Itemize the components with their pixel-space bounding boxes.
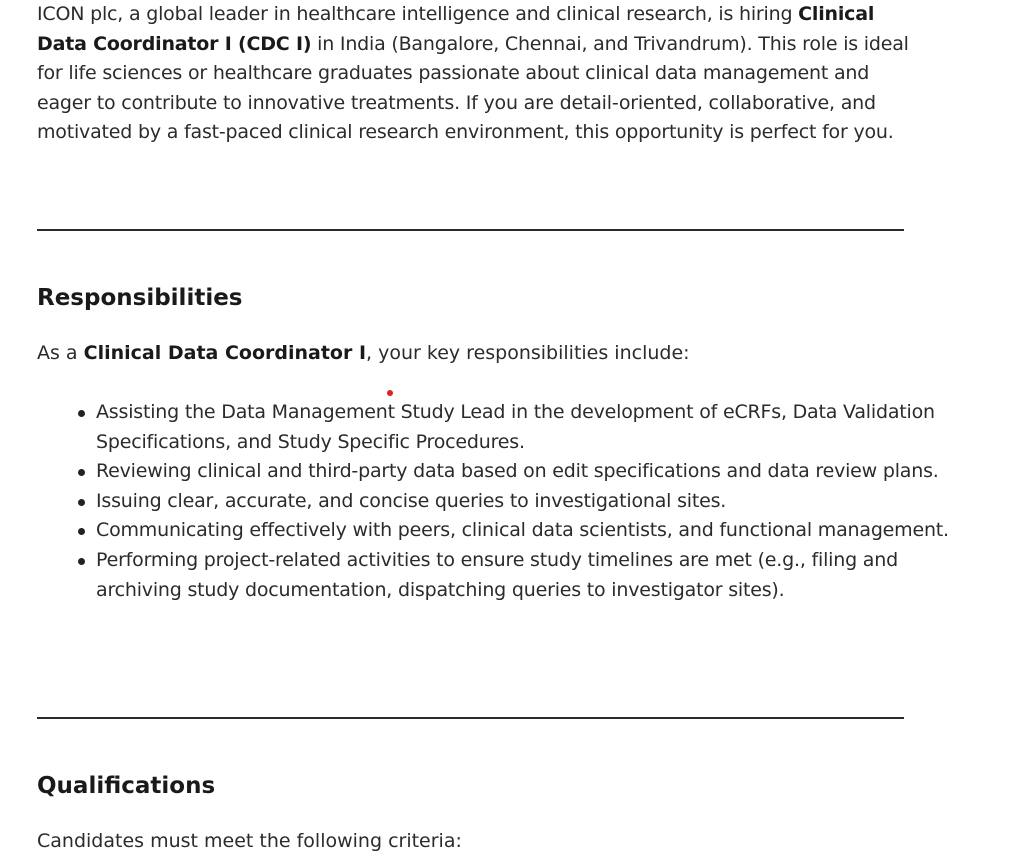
list-item: Performing project-related activities to ensure study timelines are met (e.g., filing and archiving study documentation, dispatching queries to investigator sites). [96, 546, 966, 605]
section-divider [37, 717, 904, 719]
responsibilities-list [37, 398, 966, 605]
resp-intro-role: Clinical Data Coordinator I [83, 342, 367, 364]
cursor-marker [387, 390, 393, 396]
resp-intro-before: As a [37, 342, 84, 364]
intro-role-title: Clinical Data Coordinator I (CDC I) [37, 3, 875, 55]
section-divider [37, 229, 904, 231]
list-item: Issuing clear, accurate, and concise queries to investigational sites. [96, 487, 966, 517]
intro-paragraph [37, 0, 917, 148]
qualifications-heading: Qualifications [37, 773, 216, 799]
job-description [37, 0, 917, 148]
responsibilities-intro [37, 339, 917, 369]
responsibilities-heading: Responsibilities [37, 285, 243, 311]
list-item: Assisting the Data Management Study Lead in the development of eCRFs, Data Validation Specifications, and Study Specific Procedures. [96, 398, 966, 457]
qualifications-intro: Candidates must meet the following criteria: [37, 830, 462, 852]
resp-intro-after: , your key responsibilities include: [366, 342, 690, 364]
list-item: Communicating effectively with peers, clinical data scientists, and functional management. [96, 516, 966, 546]
intro-text-before: ICON plc, a global leader in healthcare intelligence and clinical research, is hiring [37, 3, 799, 25]
list-item: Reviewing clinical and third-party data based on edit specifications and data review plans. [96, 457, 966, 487]
intro-text-after: in India (Bangalore, Chennai, and Trivandrum). This role is ideal for life sciences or healthcare graduates passionate about clinical data management and eager to contribute to innovative treatments. If you are detail-oriented, collaborative, and motivated by a fast-paced clinical research environment, this opportunity is perfect for you. [37, 32, 909, 144]
